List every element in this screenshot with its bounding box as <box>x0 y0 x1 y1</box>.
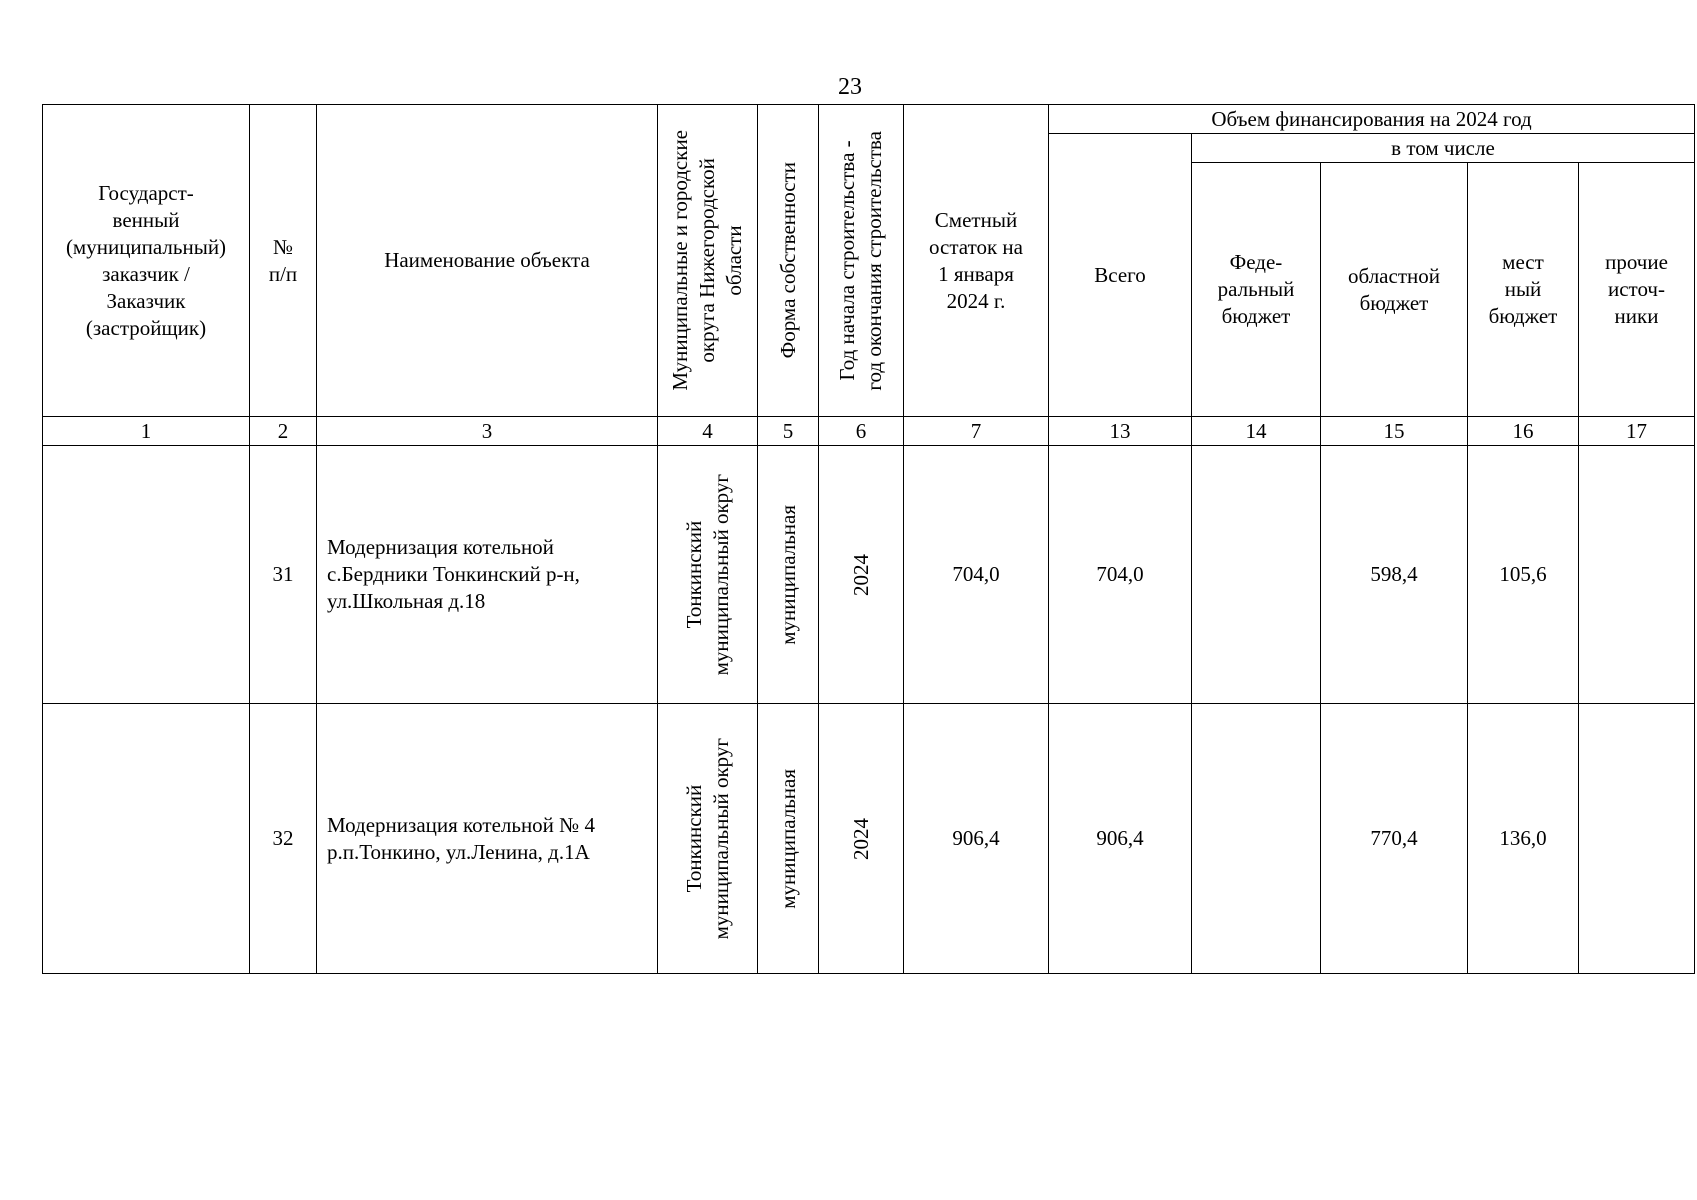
header-customer: Государст- венный (муниципальный) заказчик / Заказчик (застройщик) <box>43 105 250 417</box>
row-municipality-text: Тонкинский муниципальный округ <box>681 737 733 940</box>
row-ownership <box>758 704 819 974</box>
page-number: 23 <box>838 74 862 100</box>
row-object-name <box>317 704 658 974</box>
row-object-name-line: Модернизация котельной <box>327 535 554 559</box>
row-total: 704,0 <box>1049 446 1192 704</box>
header-row-1 <box>43 105 1695 134</box>
header-ownership <box>758 105 819 417</box>
row-number: 31 <box>250 446 317 704</box>
column-number: 6 <box>819 417 904 446</box>
row-customer <box>43 446 250 704</box>
row-years-text: 2024 <box>848 817 873 860</box>
row-municipality-text: Тонкинский муниципальный округ <box>681 473 733 676</box>
row-object-name-line: р.п.Тонкино, ул.Ленина, д.1А <box>327 839 590 864</box>
column-number: 16 <box>1468 417 1579 446</box>
row-estimate-balance: 704,0 <box>904 446 1049 704</box>
row-regional: 598,4 <box>1321 446 1468 704</box>
row-ownership <box>758 446 819 704</box>
header-total: Всего <box>1049 134 1192 417</box>
row-local: 136,0 <box>1468 704 1579 974</box>
row-ownership-text: муниципальная <box>775 504 800 645</box>
row-object-name-line: с.Бердники Тонкинский р-н, <box>327 562 580 586</box>
row-estimate-balance: 906,4 <box>904 704 1049 974</box>
header-estimate-balance: Сметный остаток на 1 января 2024 г. <box>904 105 1049 417</box>
row-municipality <box>658 446 758 704</box>
table-row <box>43 446 1695 704</box>
row-object-name-line: Модернизация котельной № 4 <box>327 812 595 837</box>
header-object-name: Наименование объекта <box>317 105 658 417</box>
row-other <box>1579 446 1695 704</box>
header-municipality-text: Муниципальные и городские округа Нижегородской области <box>668 130 746 391</box>
column-number: 14 <box>1192 417 1321 446</box>
column-number: 13 <box>1049 417 1192 446</box>
column-numbers-row <box>43 417 1695 446</box>
column-number: 17 <box>1579 417 1695 446</box>
column-number: 1 <box>43 417 250 446</box>
column-number: 2 <box>250 417 317 446</box>
row-other <box>1579 704 1695 974</box>
row-years <box>819 446 904 704</box>
header-ownership-text: Форма собственности <box>775 162 800 359</box>
column-number: 7 <box>904 417 1049 446</box>
row-local: 105,6 <box>1468 446 1579 704</box>
header-other: прочие источ- ники <box>1579 163 1695 417</box>
header-municipality <box>658 105 758 417</box>
row-regional: 770,4 <box>1321 704 1468 974</box>
row-municipality <box>658 704 758 974</box>
financing-table <box>42 104 1695 974</box>
column-number: 4 <box>658 417 758 446</box>
row-object-name <box>317 446 658 704</box>
row-total: 906,4 <box>1049 704 1192 974</box>
column-number: 5 <box>758 417 819 446</box>
row-number: 32 <box>250 704 317 974</box>
row-years <box>819 704 904 974</box>
row-federal <box>1192 446 1321 704</box>
header-years <box>819 105 904 417</box>
header-local: мест ный бюджет <box>1468 163 1579 417</box>
header-regional: областной бюджет <box>1321 163 1468 417</box>
row-ownership-text: муниципальная <box>775 768 800 909</box>
header-financing-title: Объем финансирования на 2024 год <box>1049 105 1695 134</box>
row-customer <box>43 704 250 974</box>
column-number: 15 <box>1321 417 1468 446</box>
row-years-text: 2024 <box>848 553 873 596</box>
header-number: № п/п <box>250 105 317 417</box>
table-row <box>43 704 1695 974</box>
header-years-text: Год начала строительства - год окончания строительства <box>835 130 886 391</box>
header-federal: Феде- ральный бюджет <box>1192 163 1321 417</box>
row-federal <box>1192 704 1321 974</box>
row-object-name-line: ул.Школьная д.18 <box>327 589 486 613</box>
header-including: в том числе <box>1192 134 1695 163</box>
column-number: 3 <box>317 417 658 446</box>
